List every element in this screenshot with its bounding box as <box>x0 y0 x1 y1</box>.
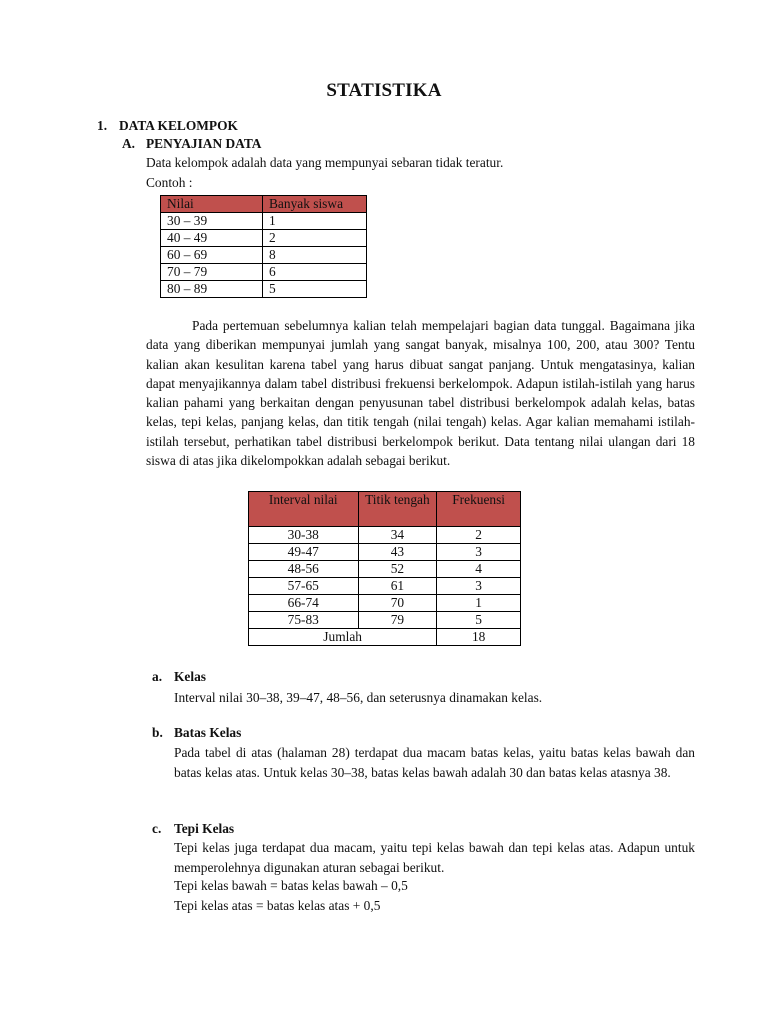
table-cell: 3 <box>437 578 521 595</box>
table-total-value: 18 <box>437 629 521 646</box>
kelas-text: Interval nilai 30–38, 39–47, 48–56, dan seterusnya dinamakan kelas. <box>174 690 543 705</box>
table-row <box>249 544 521 561</box>
example-label: Contoh : <box>146 175 193 190</box>
example-table <box>160 195 367 298</box>
batas-kelas-text: Pada tabel di atas (halaman 28) terdapat dua macam batas kelas, yaitu batas kelas bawah dan batas kelas atas. Untuk kelas 30–38, batas kelas bawah adalah 30 dan batas kelas atasnya 38. <box>174 745 695 780</box>
subheading-title: Batas Kelas <box>174 725 242 740</box>
table-cell: 3 <box>437 544 521 561</box>
formula-tepi-bawah: Tepi kelas bawah = batas kelas bawah – 0,5 <box>174 878 408 893</box>
body-paragraph <box>146 316 695 470</box>
intro-text: Data kelompok adalah data yang mempunyai sebaran tidak teratur. <box>146 155 504 170</box>
table-cell: 5 <box>437 612 521 629</box>
table-cell: 49-47 <box>249 544 359 561</box>
subsection-title: PENYAJIAN DATA <box>146 136 262 151</box>
subheading-title: Tepi Kelas <box>174 821 235 836</box>
tepi-kelas-text: Tepi kelas juga terdapat dua macam, yaitu tepi kelas bawah dan tepi kelas atas. Adapun untuk memperolehnya digunakan aturan sebagai berikut. <box>174 840 695 875</box>
section-title: DATA KELOMPOK <box>119 118 238 133</box>
section-heading <box>97 118 238 134</box>
paragraph-text: Pada pertemuan sebelumnya kalian telah mempelajari bagian data tunggal. Bagaimana jika data yang diberikan mempunyai jumlah yang sangat banyak, misalnya 100, 200, atau 300? Tentu kalian akan kesulitan karena tabel yang harus dibuat sangat panjang. Untuk mengatasinya, kalian dapat menyajikannya dalam tabel distribusi frekuensi berkelompok. Adapun istilah-istilah yang harus kalian pahami yang berkaitan dengan penyusunan tabel distribusi berkelompok adalah kelas, batas kelas, tepi kelas, panjang kelas, dan titik tengah (nilai tengah) kelas. Agar kalian memahami istilah-istilah tersebut, perhatikan tabel distribusi berkelompok berikut. Data tentang nilai ulangan dari 18 siswa di atas jika dikelompokkan adalah sebagai berikut. <box>146 318 695 469</box>
table-row <box>249 578 521 595</box>
frequency-table <box>248 491 521 646</box>
table-row <box>249 612 521 629</box>
table-cell: 2 <box>437 527 521 544</box>
table-cell: 30 – 39 <box>161 213 263 230</box>
subheading-tepi-kelas <box>152 821 234 837</box>
table-row <box>161 230 367 247</box>
table-header-cell: Frekuensi <box>437 492 521 527</box>
table-row <box>161 264 367 281</box>
table-total-label: Jumlah <box>249 629 437 646</box>
table-total-row <box>249 629 521 646</box>
table-cell: 70 – 79 <box>161 264 263 281</box>
formula-tepi-atas: Tepi kelas atas = batas kelas atas + 0,5 <box>174 898 381 913</box>
table-cell: 70 <box>358 595 437 612</box>
subheading-letter: a. <box>152 669 163 684</box>
table-row <box>161 281 367 298</box>
table-cell: 34 <box>358 527 437 544</box>
subsection-heading <box>122 136 261 152</box>
page-title: STATISTIKA <box>326 80 442 101</box>
table-header-cell: Banyak siswa <box>263 196 367 213</box>
table-row <box>249 561 521 578</box>
table-cell: 8 <box>263 247 367 264</box>
table-cell: 30-38 <box>249 527 359 544</box>
table-cell: 61 <box>358 578 437 595</box>
table-row <box>161 213 367 230</box>
subheading-title: Kelas <box>174 669 206 684</box>
table-cell: 80 – 89 <box>161 281 263 298</box>
table-cell: 1 <box>263 213 367 230</box>
table-row <box>249 527 521 544</box>
table-cell: 57-65 <box>249 578 359 595</box>
table-header-cell: Titik tengah <box>358 492 437 527</box>
table-row <box>249 595 521 612</box>
subheading-letter: b. <box>152 725 163 740</box>
table-cell: 79 <box>358 612 437 629</box>
table-cell: 48-56 <box>249 561 359 578</box>
table-cell: 40 – 49 <box>161 230 263 247</box>
subheading-batas-kelas <box>152 725 241 741</box>
table-header-row <box>249 492 521 527</box>
subheading-letter: c. <box>152 821 162 836</box>
table-header-row <box>161 196 367 213</box>
table-cell: 4 <box>437 561 521 578</box>
table-cell: 6 <box>263 264 367 281</box>
table-row <box>161 247 367 264</box>
table-cell: 5 <box>263 281 367 298</box>
table-cell: 60 – 69 <box>161 247 263 264</box>
table-cell: 2 <box>263 230 367 247</box>
table-cell: 75-83 <box>249 612 359 629</box>
subheading-kelas <box>152 669 206 685</box>
table-cell: 1 <box>437 595 521 612</box>
table-header-cell: Interval nilai <box>249 492 359 527</box>
table-header-cell: Nilai <box>161 196 263 213</box>
subsection-letter: A. <box>122 136 136 151</box>
table-cell: 52 <box>358 561 437 578</box>
table-cell: 43 <box>358 544 437 561</box>
table-cell: 66-74 <box>249 595 359 612</box>
section-number: 1. <box>97 118 108 133</box>
